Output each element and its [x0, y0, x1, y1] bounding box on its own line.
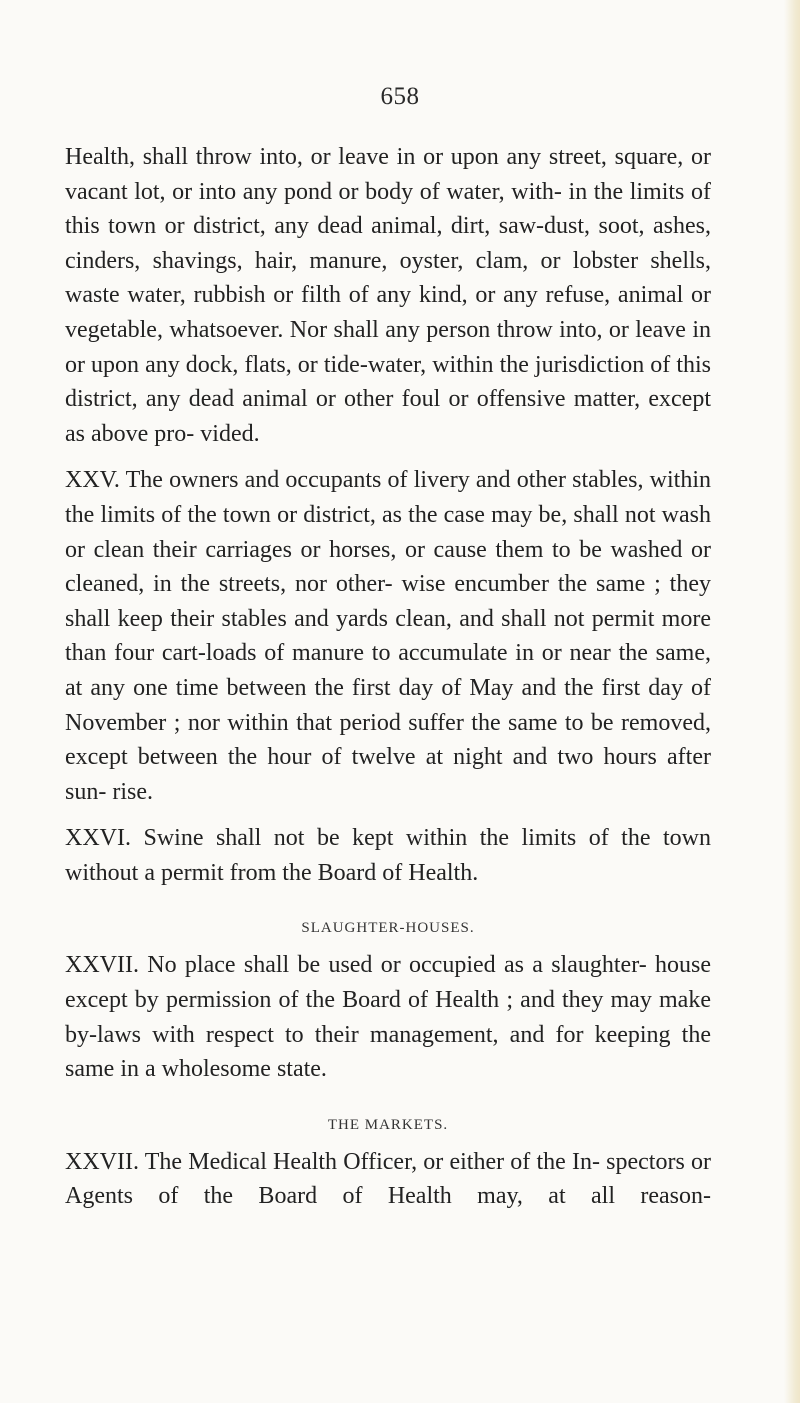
page-edge-shadow [784, 0, 800, 1403]
section-gap [65, 1135, 711, 1145]
paragraph-xxvii-slaughter: XXVII. No place shall be used or occupied as a slaughter- house except by permission of the Board of Health ; and they may make by-laws with respect to their management, and for keeping the same in a wholesome state. [65, 952, 711, 1083]
paragraph-xxvii-markets: XXVII. The Medical Health Officer, or either of the In- spectors or Agents of the Board of Health may, at all reason- [65, 1148, 711, 1210]
paragraph-xxv: XXV. The owners and occupants of livery and other stables, within the limits of the town or district, as the case may be, shall not wash or clean their carriages or horses, or cause them to be washed or cleaned, in the streets, nor other- wise encumber the same ; they shall keep their stables and yards clean, and shall not permit more than four cart-loads of manure to accumulate in or near the same, at any one time between the first day of May and the first day of November ; nor within that period suffer the same to be removed, except between the hour of twelve at night and two hours after sun- rise. [65, 467, 711, 805]
section-heading-markets: THE MARKETS. [327, 1116, 449, 1133]
section-gap [65, 1087, 711, 1115]
section-heading-slaughter-houses: SLAUGHTER-HOUSES. [301, 920, 475, 937]
section-gap [65, 890, 711, 918]
page-body [65, 140, 711, 1214]
page-number: 658 [380, 83, 420, 110]
paragraph-health-continuation: Health, shall throw into, or leave in or upon any street, square, or vacant lot, or into any pond or body of water, with- in the limits of this town or district, any dead animal, dirt, saw-dust, soot, ashes, cinders, shavings, hair, manure, oyster, clam, or lobster shells, waste water, rubbish or filth of any kind, or any refuse, animal or vegetable, whatsoever. Nor shall any person throw into, or leave in or upon any dock, flats, or tide-water, within the jurisdiction of this district, any dead animal or other foul or offensive matter, except as above pro- vided. [65, 144, 711, 447]
paragraph-xxvi: XXVI. Swine shall not be kept within the limits of the town without a permit from the Board of Health. [65, 825, 711, 886]
paragraph-gap [65, 451, 711, 463]
paragraph-gap [65, 809, 711, 821]
section-gap [65, 938, 711, 948]
